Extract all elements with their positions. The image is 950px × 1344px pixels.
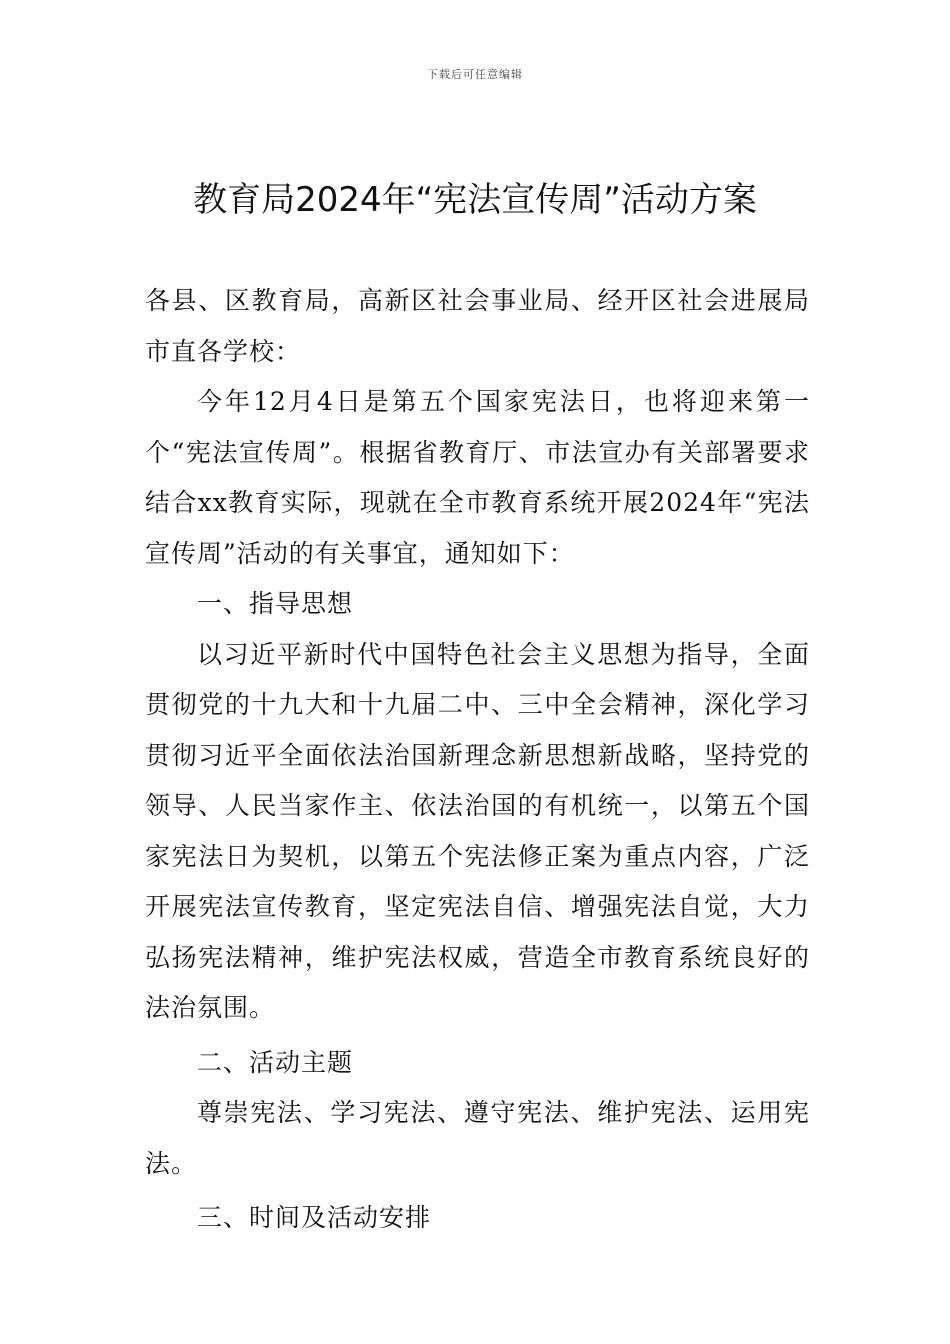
section-heading-schedule: 三、时间及活动安排 [197,1203,432,1232]
section-text-guiding-ideology: 以习近平新时代中国特色社会主义思想为指导，全面贯彻党的十九大和十九届二中、三中全会精神，深化学习贯彻习近平全面依法治国新理念新思想新战略，坚持党的领导、人民当家作主、依法治国的有机统一，以第五个国家宪法日为契机，以第五个宪法修正案为重点内容，广泛开展宪法宣传教育，坚定宪法自信、增强宪法自觉，大力弘扬宪法精神，维护宪法权威，营造全市教育系统良好的法治氛围。 [145,639,810,1022]
section-heading-guiding-ideology: 一、指导思想 [197,589,354,618]
section-heading-activity-theme: 二、活动主题 [197,1047,354,1077]
salutation: 各县、区教育局，高新区社会事业局、经开区社会进展局市直各学校： [145,286,810,366]
header-note: 下载后可任意编辑 [427,68,523,81]
section-text-activity-theme: 尊崇宪法、学习宪法、遵守宪法、维护宪法、运用宪法。 [145,1098,810,1178]
intro-paragraph: 今年12月4日是第五个国家宪法日，也将迎来第一个“宪法宣传周”。根据省教育厅、市法宣办有关部署要求结合xx教育实际，现就在全市教育系统开展2024年“宪法宣传周”活动的有关事宜，通知如下： [145,387,810,568]
document-title: 教育局2024年“宪法宣传周”活动方案 [193,180,757,220]
document-body [145,276,810,1244]
